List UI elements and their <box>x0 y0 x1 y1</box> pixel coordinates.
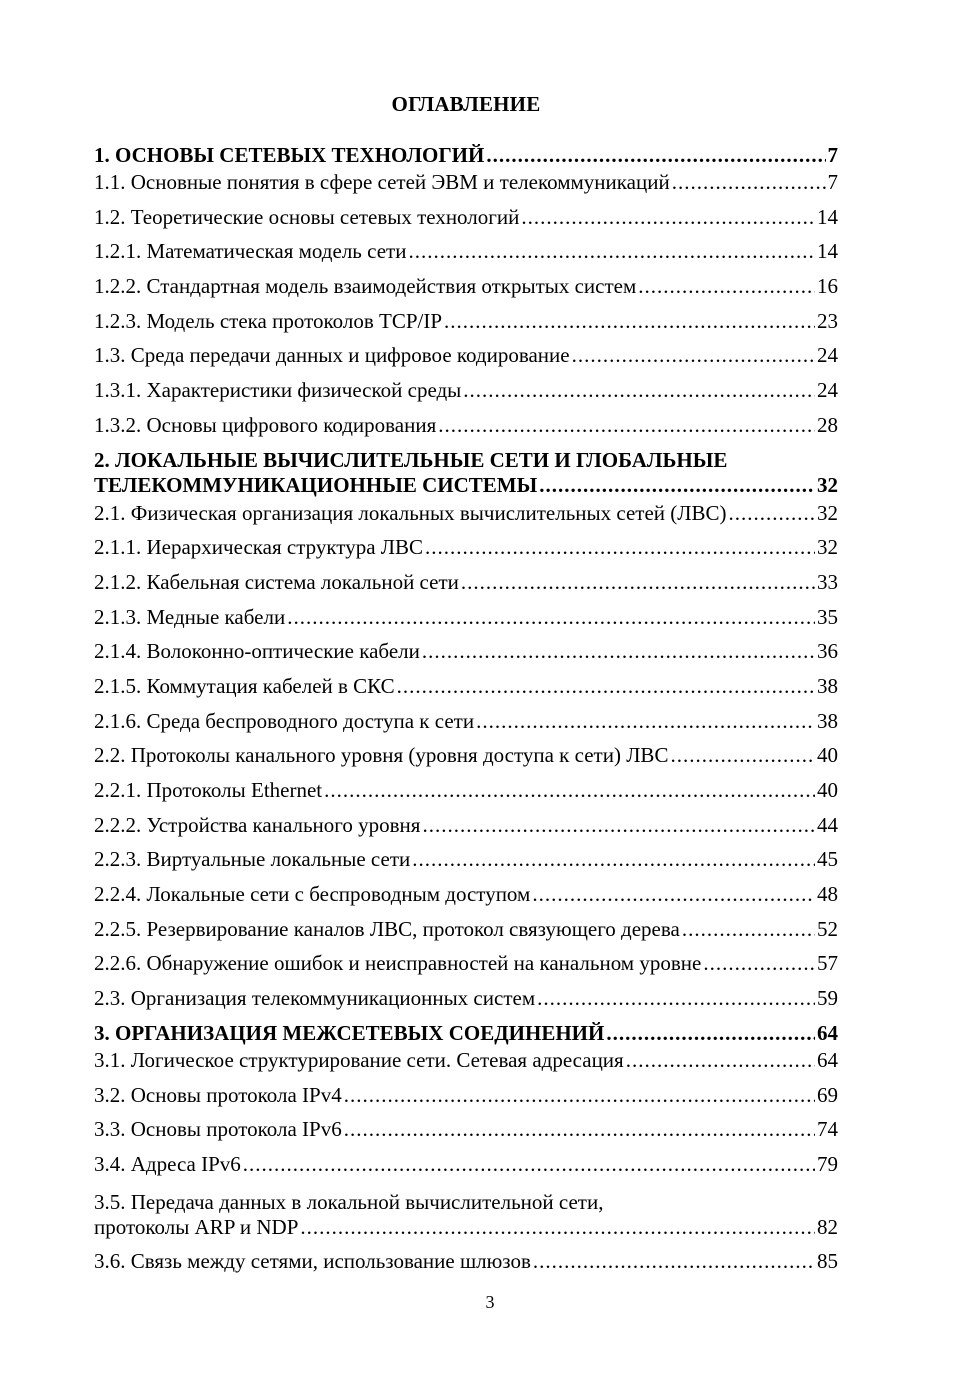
toc-entry-page: 36 <box>817 639 838 664</box>
toc-section-2 <box>94 500 838 1186</box>
toc-entry-page: 85 <box>817 1248 838 1273</box>
dot-leader <box>422 638 815 665</box>
toc-entry[interactable] <box>94 881 838 916</box>
toc-entry[interactable] <box>94 950 838 985</box>
toc-entry[interactable] <box>94 308 838 343</box>
toc-entry-label: 2.1.6. Среда беспроводного доступа к сети <box>94 708 475 733</box>
toc-entry[interactable] <box>94 812 838 847</box>
toc-entry-page: 45 <box>817 847 838 872</box>
toc-entry[interactable] <box>94 777 838 812</box>
dot-leader <box>344 1082 815 1109</box>
toc-entry[interactable] <box>94 1151 838 1186</box>
dot-leader <box>422 812 815 839</box>
toc-entry-page: 40 <box>817 778 838 802</box>
toc-entry-label: 1.3.1. Характеристики физической среды <box>94 378 462 403</box>
toc-entry-label: 2.2.6. Обнаружение ошибок и неисправностей на канальном уровне <box>94 951 702 976</box>
toc-entry-label-line1: 3.5. Передача данных в локальной вычислительной сети, <box>94 1189 604 1214</box>
dot-leader <box>572 342 815 369</box>
toc-entry[interactable] <box>94 1116 838 1151</box>
toc-entry-page: 82 <box>817 1214 838 1239</box>
toc-entry-page: 38 <box>817 708 838 733</box>
toc-entry[interactable] <box>94 1082 838 1117</box>
toc-entry-page: 7 <box>827 170 838 194</box>
toc-entry-label: 2.2.2. Устройства канального уровня <box>94 812 421 837</box>
toc-entry-page: 33 <box>817 569 838 594</box>
toc-entry[interactable] <box>94 273 838 308</box>
dot-leader <box>729 500 815 527</box>
toc-entry-label: 2.1.4. Волоконно-оптические кабели <box>94 639 420 664</box>
dot-leader <box>638 273 815 300</box>
toc-entry-page: 59 <box>817 986 838 1011</box>
toc-entry[interactable] <box>94 985 838 1020</box>
dot-leader <box>461 569 815 596</box>
toc-entry-page: 24 <box>817 343 838 368</box>
dot-leader <box>521 204 815 231</box>
toc-entry-page: 32 <box>817 500 838 525</box>
toc-entry-page: 57 <box>817 951 838 976</box>
dot-leader <box>672 169 826 196</box>
dot-leader <box>476 708 815 735</box>
toc-entry[interactable] <box>94 604 838 639</box>
toc-page <box>94 92 838 1282</box>
toc-entry-page: 28 <box>817 412 838 437</box>
toc-entry[interactable] <box>94 412 838 447</box>
toc-entry-page: 40 <box>817 743 838 768</box>
dot-leader <box>463 377 815 404</box>
dot-leader <box>682 916 815 943</box>
toc-entry-chapter[interactable] <box>94 1020 838 1047</box>
toc-entry[interactable] <box>94 638 838 673</box>
toc-title: ОГЛАВЛЕНИЕ <box>391 92 541 116</box>
toc-entry-label: 1.2.1. Математическая модель сети <box>94 239 407 264</box>
toc-entry-label-line1: 2. ЛОКАЛЬНЫЕ ВЫЧИСЛИТЕЛЬНЫЕ СЕТИ И ГЛОБАЛЬНЫЕ <box>94 447 728 472</box>
toc-entry-3-5[interactable] <box>94 1190 838 1248</box>
toc-entry-label: 3. ОРГАНИЗАЦИЯ МЕЖСЕТЕВЫХ СОЕДИНЕНИЙ <box>94 1020 605 1045</box>
dot-leader <box>626 1047 815 1074</box>
toc-entry[interactable] <box>94 342 838 377</box>
toc-entry-page: 14 <box>817 239 838 264</box>
toc-entry-page: 35 <box>817 604 838 629</box>
toc-entry-label: 3.4. Адреса IPv6 <box>94 1151 241 1176</box>
dot-leader <box>533 1248 815 1275</box>
dot-leader <box>324 777 815 804</box>
toc-entry[interactable] <box>94 916 838 951</box>
toc-entry-label: 1.3. Среда передачи данных и цифровое кодирование <box>94 343 570 368</box>
toc-entry[interactable] <box>94 169 838 204</box>
dot-leader <box>287 604 815 631</box>
toc-entry-label: 1.2.3. Модель стека протоколов TCP/IP <box>94 308 443 333</box>
dot-leader <box>425 534 815 561</box>
toc-entry-label: 3.6. Связь между сетями, использование шлюзов <box>94 1248 531 1273</box>
toc-entry-chapter[interactable] <box>94 142 838 169</box>
toc-section-1 <box>94 142 838 447</box>
toc-entry-label: 2.2.5. Резервирование каналов ЛВС, протокол связующего дерева <box>94 916 680 941</box>
toc-entry-label-line2: ТЕЛЕКОММУНИКАЦИОННЫЕ СИСТЕМЫ <box>94 472 538 497</box>
toc-entry-label: 2.1.3. Медные кабели <box>94 604 286 629</box>
toc-entry-page: 16 <box>817 274 838 299</box>
toc-entry[interactable] <box>94 534 838 569</box>
toc-entry-label: 2.1.5. Коммутация кабелей в СКС <box>94 673 395 698</box>
toc-entry-label: 2.2.3. Виртуальные локальные сети <box>94 847 411 872</box>
dot-leader <box>438 412 815 439</box>
toc-entry-label: 2.3. Организация телекоммуникационных систем <box>94 986 536 1011</box>
toc-entry[interactable] <box>94 742 838 777</box>
toc-entry-label: 2.1. Физическая организация локальных вычислительных сетей (ЛВС) <box>94 500 727 525</box>
toc-entry[interactable] <box>94 204 838 239</box>
toc-entry-page: 24 <box>817 378 838 403</box>
dot-leader <box>408 238 815 265</box>
toc-entry-label: 1.3.2. Основы цифрового кодирования <box>94 412 437 437</box>
toc-entry-label: 2.2. Протоколы канального уровня (уровня доступа к сети) ЛВС <box>94 743 669 768</box>
toc-entry-3-6[interactable] <box>94 1248 838 1283</box>
toc-entry-chapter-2[interactable] <box>94 448 838 500</box>
toc-entry-page: 14 <box>817 204 838 229</box>
toc-entry-page: 48 <box>817 882 838 907</box>
dot-leader <box>703 950 815 977</box>
toc-entry-page: 32 <box>817 535 838 560</box>
dot-leader <box>670 742 815 769</box>
toc-entry-page: 64 <box>817 1020 838 1045</box>
page-number: 3 <box>485 1292 495 1312</box>
toc-entry-label: 2.2.1. Протоколы Ethernet <box>94 778 323 802</box>
toc-entry-page: 74 <box>817 1117 838 1142</box>
dot-leader <box>344 1116 815 1143</box>
dot-leader <box>243 1151 815 1178</box>
toc-entry-page: 32 <box>817 472 838 497</box>
toc-entry-label: 2.1.2. Кабельная система локальной сети <box>94 569 459 594</box>
toc-entry-page: 38 <box>817 673 838 698</box>
toc-entry-label: 1.1. Основные понятия в сфере сетей ЭВМ и телекоммуникаций <box>94 170 670 194</box>
toc-entry[interactable] <box>94 500 838 535</box>
dot-leader <box>397 673 815 700</box>
toc-entry-label: 1.2.2. Стандартная модель взаимодействия открытых систем <box>94 274 637 299</box>
toc-entry-label: 3.3. Основы протокола IPv6 <box>94 1117 342 1142</box>
dot-leader <box>539 473 815 498</box>
toc-entry-label: 1.2. Теоретические основы сетевых технологий <box>94 204 520 229</box>
dot-leader <box>486 142 825 169</box>
toc-entry[interactable] <box>94 1047 838 1082</box>
toc-entry[interactable] <box>94 846 838 881</box>
toc-entry[interactable] <box>94 708 838 743</box>
dot-leader <box>532 881 815 908</box>
toc-entry[interactable] <box>94 673 838 708</box>
dot-leader <box>444 308 815 335</box>
toc-entry-page: 7 <box>827 143 838 167</box>
dot-leader <box>412 846 815 873</box>
toc-entry-label-line2: протоколы ARP и NDP <box>94 1214 299 1239</box>
toc-entry[interactable] <box>94 569 838 604</box>
toc-entry-label: 1. ОСНОВЫ СЕТЕВЫХ ТЕХНОЛОГИЙ <box>94 143 485 167</box>
toc-entry-label: 2.1.1. Иерархическая структура ЛВС <box>94 535 424 560</box>
toc-entry-page: 79 <box>817 1151 838 1176</box>
dot-leader <box>300 1215 815 1240</box>
toc-entry-page: 69 <box>817 1082 838 1107</box>
toc-entry[interactable] <box>94 238 838 273</box>
toc-entry[interactable] <box>94 377 838 412</box>
toc-entry-label: 2.2.4. Локальные сети с беспроводным доступом <box>94 882 531 907</box>
toc-entry-page: 52 <box>817 916 838 941</box>
toc-entry-page: 44 <box>817 812 838 837</box>
toc-entry-label: 3.2. Основы протокола IPv4 <box>94 1082 342 1107</box>
toc-entry-page: 64 <box>817 1047 838 1072</box>
toc-entry-label: 3.1. Логическое структурирование сети. Сетевая адресация <box>94 1047 624 1072</box>
dot-leader <box>537 985 815 1012</box>
toc-entry-page: 23 <box>817 308 838 333</box>
dot-leader <box>606 1020 815 1047</box>
